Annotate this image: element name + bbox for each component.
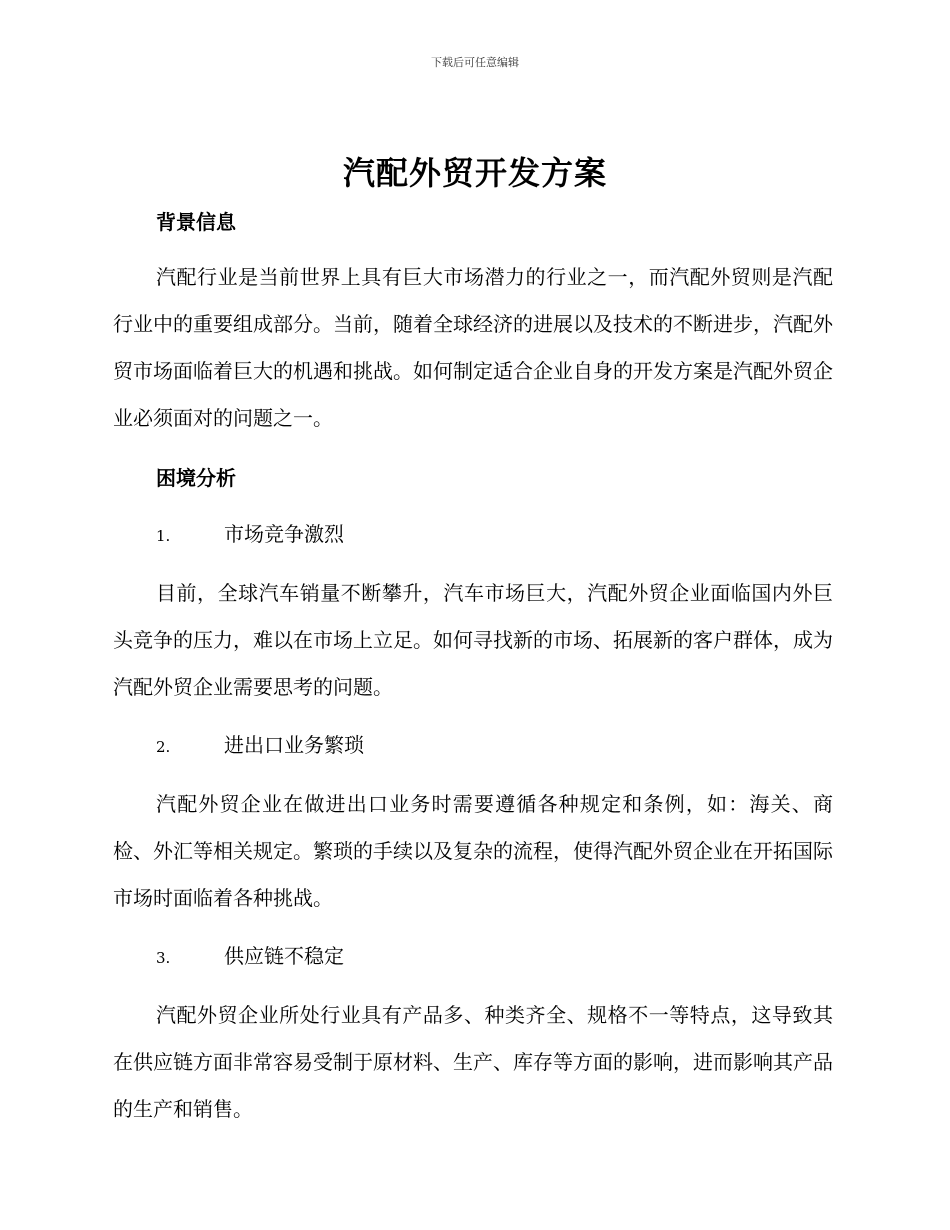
section-heading: 困境分析 — [156, 466, 236, 490]
list-item-header — [156, 934, 833, 980]
section-paragraph: 汽配行业是当前世界上具有巨大市场潜力的行业之一，而汽配外贸则是汽配行业中的重要组成部分。当前，随着全球经济的进展以及技术的不断进步，汽配外贸市场面临着巨大的机遇和挑战。如何制定适合企业自身的开发方案是汽配外贸企业必须面对的问题之一。 — [113, 265, 833, 430]
list-item-title: 进出口业务繁琐 — [224, 733, 364, 757]
list-item-paragraph: 汽配外贸企业所处行业具有产品多、种类齐全、规格不一等特点，这导致其在供应链方面非常容易受制于原材料、生产、库存等方面的影响，进而影响其产品的生产和销售。 — [113, 1003, 833, 1121]
header-note: 下载后可任意编辑 — [431, 56, 519, 69]
list-item-title: 供应链不稳定 — [224, 944, 344, 968]
list-item-paragraph: 汽配外贸企业在做进出口业务时需要遵循各种规定和条例，如：海关、商检、外汇等相关规定。繁琐的手续以及复杂的流程，使得汽配外贸企业在开拓国际市场时面临着各种挑战。 — [113, 792, 833, 910]
section-difficulty-analysis — [113, 456, 833, 1133]
list-item-header — [156, 512, 833, 558]
section-background — [113, 200, 833, 442]
document-body — [113, 200, 833, 1133]
list-item-number: 3. — [156, 949, 171, 967]
list-item-number: 1. — [156, 527, 171, 545]
list-item-title: 市场竞争激烈 — [224, 522, 344, 546]
section-heading: 背景信息 — [156, 210, 236, 234]
document-title: 汽配外贸开发方案 — [342, 154, 607, 192]
list-item-header — [156, 723, 833, 769]
list-item-paragraph: 目前，全球汽车销量不断攀升，汽车市场巨大，汽配外贸企业面临国内外巨头竞争的压力，难以在市场上立足。如何寻找新的市场、拓展新的客户群体，成为汽配外贸企业需要思考的问题。 — [113, 581, 833, 699]
list-item-number: 2. — [156, 738, 171, 756]
